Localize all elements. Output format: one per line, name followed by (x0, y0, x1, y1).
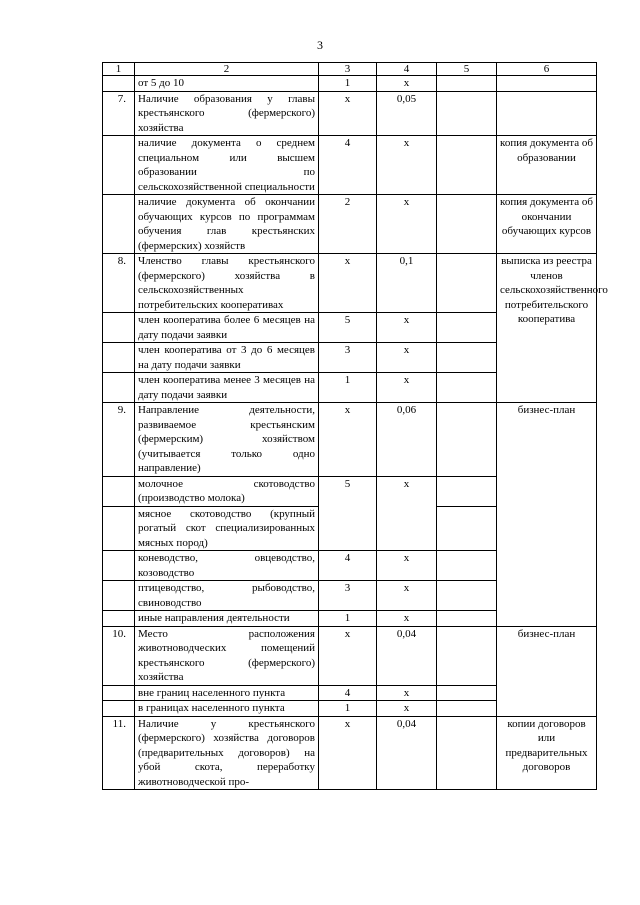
table-row (103, 76, 597, 92)
weight-cell: х (377, 76, 437, 92)
header-cell: 4 (377, 63, 437, 76)
criterion-text: в границах населенного пункта (135, 701, 319, 717)
weight-cell: х (377, 343, 437, 373)
header-row (103, 63, 597, 76)
criterion-text: член кооператива более 6 месяцев на дату подачи заявки (135, 313, 319, 343)
weight-cell: х (377, 685, 437, 701)
row-number: 9. (103, 403, 135, 477)
criterion-text: вне границ населенного пункта (135, 685, 319, 701)
score-cell: 2 (319, 195, 377, 254)
criterion-text: Наличие образования у главы крестьянского (фермерского) хозяйства (135, 91, 319, 136)
weight-cell: х (377, 611, 437, 627)
table-row (103, 91, 597, 136)
weight-cell: х (377, 373, 437, 403)
criterion-text: Членство главы крестьянского (фермерского) хозяйства в сельскохозяйственных потребительских кооперативах (135, 254, 319, 313)
weight-cell: х (377, 581, 437, 611)
table-row (103, 195, 597, 254)
criterion-text: молочное скотоводство (производство молока) (135, 476, 319, 506)
score-cell: 1 (319, 373, 377, 403)
row-number: 10. (103, 626, 135, 685)
weight-cell: 0,06 (377, 403, 437, 477)
header-cell: 6 (497, 63, 597, 76)
criterion-text: член кооператива менее 3 месяцев на дату подачи заявки (135, 373, 319, 403)
score-cell: 1 (319, 76, 377, 92)
page-number: 3 (317, 38, 323, 52)
criteria-table (102, 62, 608, 790)
table-row (103, 254, 597, 313)
score-cell: 3 (319, 581, 377, 611)
table-row (103, 716, 597, 790)
weight-cell: 0,05 (377, 91, 437, 136)
criterion-text: член кооператива от 3 до 6 месяцев на дату подачи заявки (135, 343, 319, 373)
score-cell: 1 (319, 611, 377, 627)
header-cell: 1 (103, 63, 135, 76)
document-cell: бизнес-план (497, 626, 597, 716)
criterion-text: иные направления деятельности (135, 611, 319, 627)
weight-cell: х (377, 476, 437, 551)
document-cell: копии договоров или предварительных договоров (497, 716, 597, 790)
score-cell: х (319, 91, 377, 136)
document-cell: бизнес-план (497, 403, 597, 627)
criterion-text: птицеводство, рыбоводство, свиноводство (135, 581, 319, 611)
score-cell: 5 (319, 313, 377, 343)
criterion-text: Направление деятельности, развиваемое крестьянским (фермерским) хозяйством (учитывается только одно направление) (135, 403, 319, 477)
criterion-text: наличие документа об окончании обучающих курсов по программам обучения глав крестьянских (фермерских) хозяйств (135, 195, 319, 254)
criterion-text: наличие документа о среднем специальном или высшем образовании по сельскохозяйственной специальности (135, 136, 319, 195)
document-cell: копия документа об окончании обучающих курсов (497, 195, 597, 254)
table-row (103, 136, 597, 195)
header-cell: 3 (319, 63, 377, 76)
weight-cell: х (377, 551, 437, 581)
weight-cell: х (377, 195, 437, 254)
header-cell: 2 (135, 63, 319, 76)
weight-cell: 0,04 (377, 626, 437, 685)
criterion-text: от 5 до 10 (135, 76, 319, 92)
score-cell: 3 (319, 343, 377, 373)
weight-cell: 0,1 (377, 254, 437, 313)
criterion-text: коневодство, овцеводство, козоводство (135, 551, 319, 581)
score-cell: 4 (319, 551, 377, 581)
table-row (103, 626, 597, 685)
row-number: 7. (103, 91, 135, 136)
score-cell: х (319, 403, 377, 477)
score-cell: 4 (319, 136, 377, 195)
score-cell: 1 (319, 701, 377, 717)
weight-cell: х (377, 313, 437, 343)
score-cell: 4 (319, 685, 377, 701)
document-cell: выписка из реестра членов сельскохозяйственного потребительского кооператива (497, 254, 597, 403)
score-cell: х (319, 716, 377, 790)
weight-cell: 0,04 (377, 716, 437, 790)
criterion-text: Наличие у крестьянского (фермерского) хозяйства договоров (предварительных договоров) на убой скота, переработку животноводческой про- (135, 716, 319, 790)
document-cell: копия документа об образовании (497, 136, 597, 195)
table-row (103, 403, 597, 477)
criterion-text: Место расположения животноводческих помещений крестьянского (фермерского) хозяйства (135, 626, 319, 685)
weight-cell: х (377, 136, 437, 195)
row-number: 8. (103, 254, 135, 313)
score-cell: х (319, 626, 377, 685)
header-cell: 5 (437, 63, 497, 76)
score-cell: х (319, 254, 377, 313)
score-cell: 5 (319, 476, 377, 551)
weight-cell: х (377, 701, 437, 717)
criterion-text: мясное скотоводство (крупный рогатый скот специализированных мясных пород) (135, 506, 319, 551)
row-number: 11. (103, 716, 135, 790)
